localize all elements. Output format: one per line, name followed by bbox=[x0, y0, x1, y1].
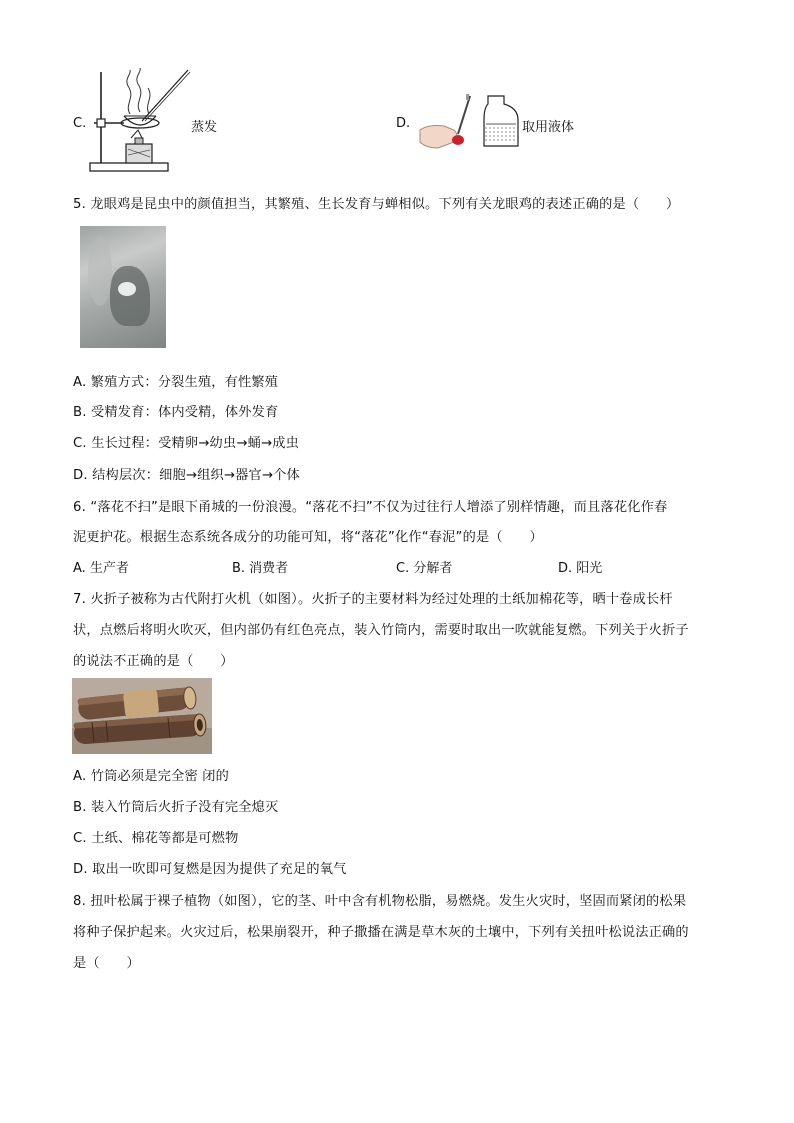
question-5-stem: 5. 龙眼鸡是昆虫中的颜值担当，其繁殖、生长发育与蝉相似。下列有关龙眼鸡的表述正确的是（ ） bbox=[73, 197, 680, 212]
option-d-letter: D. bbox=[396, 116, 411, 131]
evaporation-apparatus-figure bbox=[86, 66, 194, 176]
question-7-option-a: A. 竹筒必须是完全密 闭的 bbox=[73, 769, 230, 784]
question-7-option-c: C. 土纸、棉花等都是可燃物 bbox=[73, 831, 239, 846]
question-5-option-b: B. 受精发育：体内受精，体外发育 bbox=[73, 405, 279, 420]
question-7-stem-line-1: 7. 火折子被称为古代附打火机（如图）。火折子的主要材料为经过处理的土纸加棉花等，晒十卷成长杆 bbox=[73, 592, 673, 607]
question-6-option-d: D. 阳光 bbox=[558, 561, 603, 576]
question-6-option-b: B. 消费者 bbox=[232, 561, 289, 576]
question-8-stem-line-3: 是（ ） bbox=[73, 956, 140, 971]
question-7-option-b: B. 装入竹筒后火折子没有完全熄灭 bbox=[73, 800, 279, 815]
question-6-option-a: A. 生产者 bbox=[73, 561, 129, 576]
dropper-bottle-figure bbox=[414, 90, 522, 152]
question-6-option-c: C. 分解者 bbox=[396, 561, 453, 576]
option-c-caption: 蒸发 bbox=[191, 120, 218, 135]
question-8-stem-line-2: 将种子保护起来。火灾过后，松果崩裂开，种子撒播在满是草木灰的土壤中，下列有关扭叶松说法正确的 bbox=[73, 925, 689, 940]
option-c-letter: C. bbox=[73, 116, 87, 131]
fire-starter-tubes-photo bbox=[72, 678, 212, 754]
question-8-stem-line-1: 8. 扭叶松属于裸子植物（如图），它的茎、叶中含有机物松脂，易燃烧。发生火灾时，坚固而紧闭的松果 bbox=[73, 894, 687, 909]
question-5-option-d: D. 结构层次：细胞→组织→器官→个体 bbox=[73, 468, 300, 483]
question-6-stem-line-1: 6. “落花不扫”是眼下甬城的一份浪漫。“落花不扫”不仅为过往行人增添了别样情趣，而且落花化作春 bbox=[73, 500, 668, 515]
question-7-option-d: D. 取出一吹即可复燃是因为提供了充足的氧气 bbox=[73, 862, 347, 877]
question-6-stem-line-2: 泥更护花。根据生态系统各成分的功能可知，将“落花”化作“春泥”的是（ ） bbox=[73, 530, 543, 545]
question-5-option-c: C. 生长过程：受精卵→幼虫→蛹→成虫 bbox=[73, 436, 299, 451]
question-7-stem-line-2: 状，点燃后将明火吹灭，但内部仍有红色亮点，装入竹筒内，需要时取出一吹就能复燃。下列关于火折子 bbox=[73, 623, 689, 638]
longan-lanternfly-photo bbox=[80, 226, 166, 348]
question-7-stem-line-3: 的说法不正确的是（ ） bbox=[73, 654, 234, 669]
question-5-option-a: A. 繁殖方式：分裂生殖，有性繁殖 bbox=[73, 375, 279, 390]
option-d-caption: 取用液体 bbox=[522, 120, 575, 135]
